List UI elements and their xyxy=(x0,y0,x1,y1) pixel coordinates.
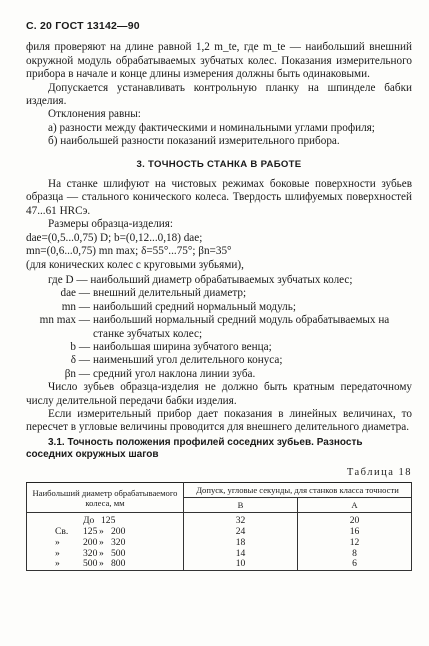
tolerance-a: 16 xyxy=(298,527,412,538)
col-header-diameter: Наибольший диаметр обрабатываемого колеса, мм xyxy=(27,483,184,513)
col-header-tolerance: Допуск, угловые секунды, для станков класса точности xyxy=(184,483,412,498)
formula-line-3: (для конических колес с круговыми зубьями), xyxy=(26,258,244,271)
intro-paragraph-1: филя проверяют на длине равной 1,2 m_te, где m_te — наибольший внешний окружной модуль обрабатываемых зубчатых колес. Показания измерительного прибора в начале и конце длины измерения должны быть одинаковыми. xyxy=(26,41,412,81)
paragraph-measurement: Если измерительный прибор дает показания в линейных величинах, то пересчет в угловые величины проводится для внешнего делительного диаметра. xyxy=(26,407,412,434)
definition-symbol: mn max — xyxy=(39,314,90,327)
definition-symbol: b — xyxy=(70,340,90,353)
paragraph-teeth-count: Число зубьев образца-изделия не должно быть кратным передаточному числу делительной передачи бабки изделия. xyxy=(26,381,412,407)
definitions-intro: где D — наибольший диаметр обрабатываемых зубчатых колес; xyxy=(48,273,353,286)
range-to: 800 xyxy=(111,558,126,570)
tolerance-b: 14 xyxy=(184,549,298,560)
intro-paragraph-2: Допускается устанавливать контрольную планку на шпинделе бабки изделия. xyxy=(26,81,412,108)
definition-text: наибольший нормальный средний модуль обрабатываемых на станке зубчатых колес; xyxy=(93,314,390,340)
intro-paragraph-3: Отклонения равны: xyxy=(48,108,141,121)
definition-symbol: dae — xyxy=(60,287,90,300)
col-header-class-a: А xyxy=(298,498,412,513)
tolerance-a: 6 xyxy=(298,559,412,570)
definition-text: средний угол наклона линии зуба. xyxy=(93,367,256,380)
range-from: 200 xyxy=(83,536,98,548)
tolerance-a: 12 xyxy=(298,538,412,549)
document-page xyxy=(26,20,412,571)
definition-symbol: βn — xyxy=(64,367,90,380)
tolerance-b: 10 xyxy=(184,559,298,570)
definition-symbol: δ — xyxy=(70,354,90,367)
definition-text: наименьший угол делительного конуса; xyxy=(93,354,283,367)
range-cell xyxy=(27,559,184,570)
range-cell xyxy=(27,538,184,549)
tolerance-a: 20 xyxy=(298,513,412,527)
definition-row xyxy=(26,301,412,314)
formula-line-2: mn=(0,6...0,75) mn max; δ=55°...75°; βn=35° xyxy=(26,245,232,258)
col-header-class-b: В xyxy=(184,498,298,513)
table-row xyxy=(27,559,412,570)
range-cell xyxy=(27,513,184,527)
range-to: 125 xyxy=(101,515,116,527)
range-arrow-icon: » xyxy=(99,536,104,548)
range-cell xyxy=(27,549,184,560)
range-prefix: » xyxy=(55,547,60,559)
table-row xyxy=(27,513,412,527)
range-from: 320 xyxy=(83,547,98,559)
section-title: 3. ТОЧНОСТЬ СТАНКА В РАБОТЕ xyxy=(136,158,302,170)
tolerance-b: 18 xyxy=(184,538,298,549)
range-to: 500 xyxy=(111,547,126,559)
definition-row xyxy=(26,314,412,341)
range-from: 500 xyxy=(83,558,98,570)
range-from: 125 xyxy=(83,525,98,537)
definition-row xyxy=(26,368,412,381)
definition-row xyxy=(26,287,412,300)
formula-line-1: dae=(0,5...0,75) D; b=(0,12...0,18) dae; xyxy=(26,231,203,244)
range-prefix: » xyxy=(55,536,60,548)
intro-item-b: б) наибольшей разности показаний измерительного прибора. xyxy=(48,135,340,148)
range-arrow-icon: » xyxy=(99,558,104,570)
range-arrow-icon: » xyxy=(99,525,104,537)
table-caption: Таблица 18 xyxy=(346,466,412,478)
definitions-list xyxy=(26,274,412,381)
sizes-label: Размеры образца-изделия: xyxy=(48,218,174,231)
subsection-title: 3.1. Точность положения профилей соседних зубьев. Разность соседних окружных шагов xyxy=(26,436,363,460)
page-header: С. 20 ГОСТ 13142—90 xyxy=(26,20,140,32)
tolerance-table xyxy=(26,482,412,571)
range-prefix: Св. xyxy=(55,525,69,537)
section-intro: На станке шлифуют на чистовых режимах боковые поверхности зубьев образца — стального конического колеса. Твердость шлифуемых поверхностей 47...61 HRCэ. xyxy=(26,178,412,217)
definition-text: внешний делительный диаметр; xyxy=(93,287,247,300)
range-to: 320 xyxy=(111,536,126,548)
tolerance-b: 24 xyxy=(184,527,298,538)
tolerance-a: 8 xyxy=(298,549,412,560)
range-to: 200 xyxy=(111,525,126,537)
tolerance-b: 32 xyxy=(184,513,298,527)
range-prefix: » xyxy=(55,558,60,570)
definition-row xyxy=(26,354,412,367)
definition-text: наибольший средний нормальный модуль; xyxy=(93,300,296,313)
definition-symbol: mn — xyxy=(61,300,90,313)
definition-row xyxy=(26,341,412,354)
range-arrow-icon: » xyxy=(99,547,104,559)
range-from: До xyxy=(83,515,95,527)
range-cell xyxy=(27,527,184,538)
table-row xyxy=(27,538,412,549)
intro-item-a: а) разности между фактическими и номинальными углами профиля; xyxy=(48,121,375,134)
definition-text: наибольшая ширина зубчатого венца; xyxy=(93,340,272,353)
